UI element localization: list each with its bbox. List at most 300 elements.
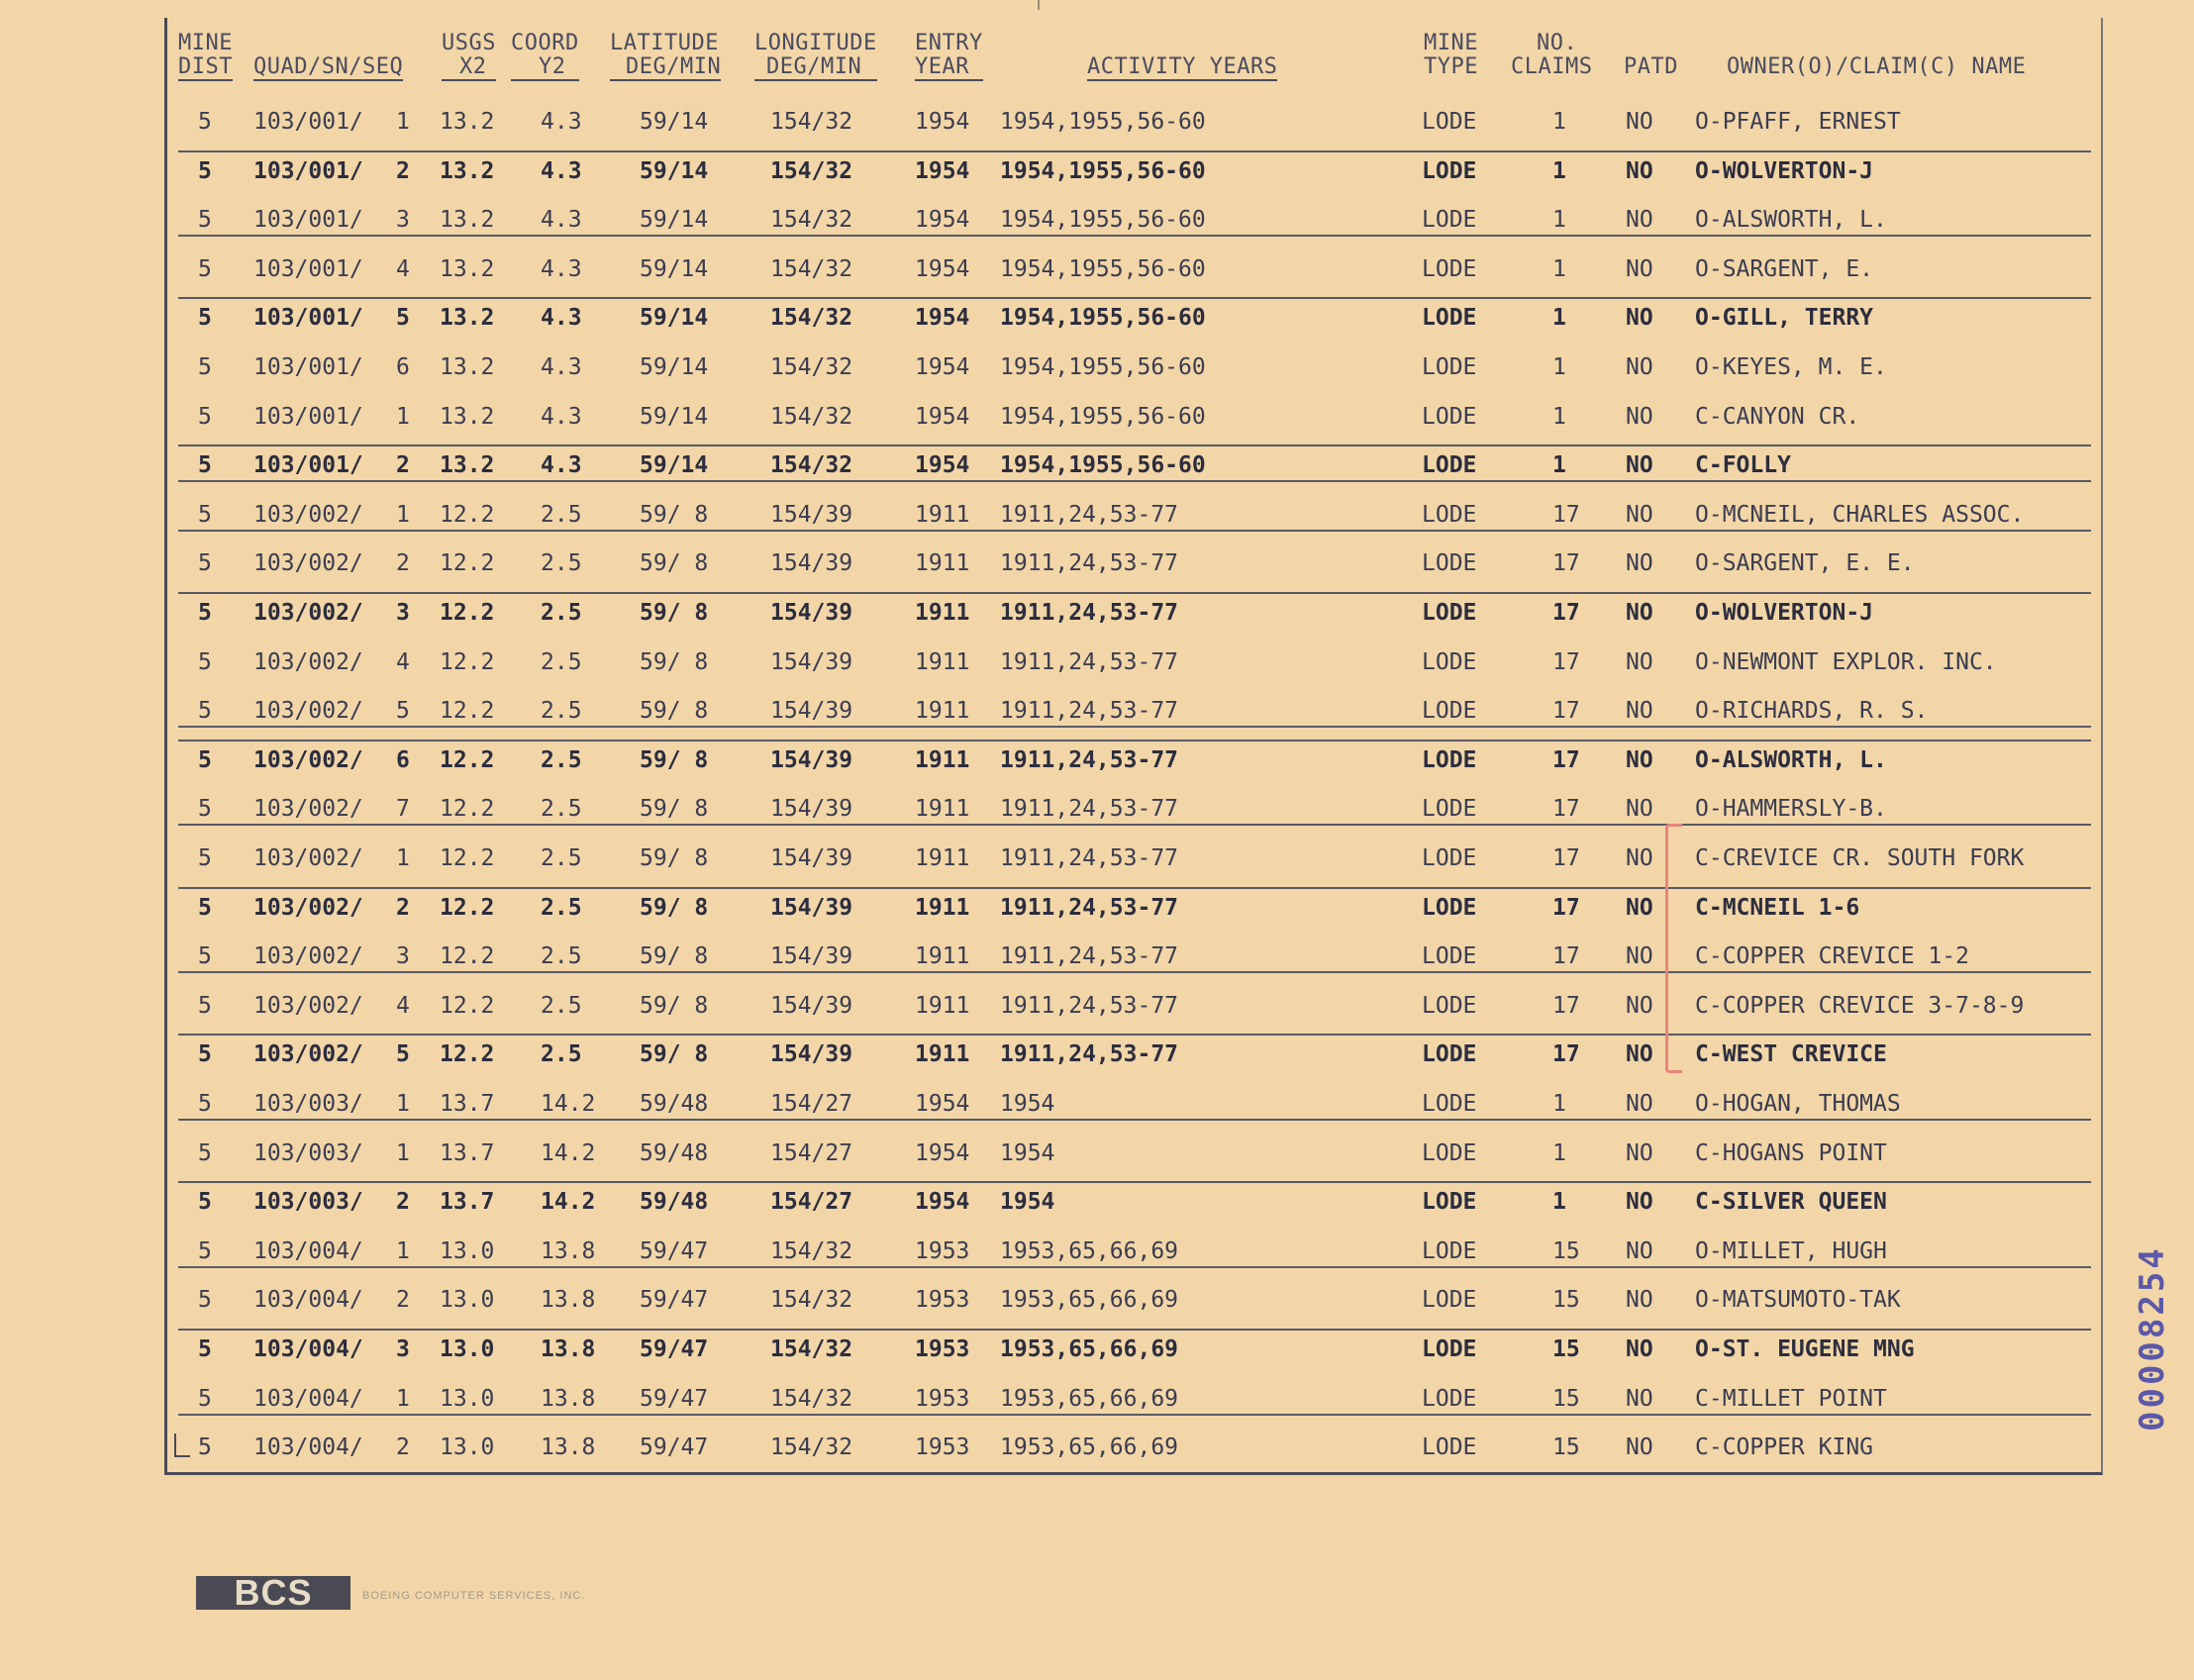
cell-patd: NO [1626,648,1653,675]
row-rule [178,1034,2091,1036]
cell-type: LODE [1422,992,1477,1019]
cell-patd: NO [1626,796,1653,823]
cell-claims: 1 [1552,305,1566,332]
header-mine-type: MINE TYPE [1424,31,1478,79]
cell-name: O-ST. EUGENE MNG [1695,1336,1915,1362]
cell-quad: 103/002/ [253,992,363,1019]
cell-lon: 154/39 [770,943,853,970]
cell-seq: 2 [396,1287,410,1314]
cell-lat: 59/ 8 [640,894,709,921]
cell-activity: 1911,24,53-77 [1000,746,1179,773]
table-row [0,1131,2194,1179]
table-row [0,1081,2194,1130]
cell-x2: 12.2 [440,845,495,871]
cell-x2: 13.7 [440,1139,495,1166]
cell-lat: 59/14 [640,403,709,430]
cell-claims: 15 [1552,1237,1580,1264]
cell-x2: 12.2 [440,943,495,970]
cell-x2: 13.2 [440,403,495,430]
cell-seq: 3 [396,600,410,626]
table-row [0,836,2194,884]
cell-seq: 2 [396,894,410,921]
cell-claims: 17 [1552,698,1580,725]
cell-type: LODE [1422,1336,1477,1362]
cell-x2: 13.0 [440,1434,495,1461]
cell-entry: 1911 [915,992,970,1019]
cell-lon: 154/39 [770,894,853,921]
cell-quad: 103/001/ [253,255,363,282]
cell-x2: 13.2 [440,207,495,234]
cell-dist: 5 [198,1287,212,1314]
cell-quad: 103/002/ [253,894,363,921]
cell-quad: 103/002/ [253,501,363,528]
cell-activity: 1953,65,66,69 [1000,1336,1179,1362]
table-row [0,148,2194,197]
cell-name: O-PFAFF, ERNEST [1695,109,1901,135]
cell-dist: 5 [198,1237,212,1264]
cell-x2: 12.2 [440,550,495,577]
cell-claims: 17 [1552,894,1580,921]
cell-entry: 1954 [915,255,970,282]
cell-x2: 13.2 [440,109,495,135]
cell-seq: 5 [396,1041,410,1068]
cell-lat: 59/ 8 [640,600,709,626]
cell-quad: 103/002/ [253,1041,363,1068]
cell-quad: 103/002/ [253,600,363,626]
cell-entry: 1911 [915,796,970,823]
paper-mark [1038,0,1040,10]
cell-patd: NO [1626,1385,1653,1412]
cell-lon: 154/39 [770,600,853,626]
header-usgs: USGS X2 [442,31,496,79]
cell-x2: 13.0 [440,1385,495,1412]
row-underline [178,726,2091,728]
cell-dist: 5 [198,452,212,479]
cell-patd: NO [1626,157,1653,184]
cell-seq: 1 [396,403,410,430]
cell-type: LODE [1422,845,1477,871]
cell-seq: 2 [396,1189,410,1216]
cell-name: O-HAMMERSLY-B. [1695,796,1887,823]
table-row [0,247,2194,295]
cell-entry: 1954 [915,1091,970,1117]
cell-lat: 59/47 [640,1287,709,1314]
cell-type: LODE [1422,157,1477,184]
row-rule [178,1329,2091,1331]
row-underline [178,480,2091,482]
cell-seq: 3 [396,1336,410,1362]
row-rule [178,150,2091,152]
cell-type: LODE [1422,305,1477,332]
cell-claims: 15 [1552,1385,1580,1412]
cell-type: LODE [1422,1189,1477,1216]
cell-lon: 154/32 [770,255,853,282]
cell-lon: 154/32 [770,1434,853,1461]
cell-name: C-WEST CREVICE [1695,1041,1887,1068]
cell-patd: NO [1626,746,1653,773]
cell-x2: 13.2 [440,305,495,332]
cell-lon: 154/39 [770,501,853,528]
cell-type: LODE [1422,1091,1477,1117]
row-underline [178,530,2091,532]
cell-seq: 6 [396,354,410,380]
cell-type: LODE [1422,600,1477,626]
cell-quad: 103/002/ [253,550,363,577]
cell-name: O-WOLVERTON-J [1695,600,1874,626]
cell-activity: 1911,24,53-77 [1000,1041,1179,1068]
cell-quad: 103/004/ [253,1336,363,1362]
cell-lat: 59/47 [640,1385,709,1412]
cell-claims: 15 [1552,1434,1580,1461]
header-quad: QUAD/SN/SEQ [253,54,404,79]
cell-seq: 2 [396,1434,410,1461]
cell-patd: NO [1626,207,1653,234]
cell-quad: 103/002/ [253,845,363,871]
cell-claims: 1 [1552,403,1566,430]
cell-seq: 1 [396,845,410,871]
cell-lat: 59/14 [640,452,709,479]
cell-seq: 1 [396,1139,410,1166]
cell-type: LODE [1422,894,1477,921]
cell-patd: NO [1626,403,1653,430]
cell-lat: 59/14 [640,109,709,135]
corner-mark [174,1433,190,1457]
cell-y2: 14.2 [541,1091,596,1117]
cell-activity: 1954,1955,56-60 [1000,305,1206,332]
cell-lon: 154/32 [770,207,853,234]
cell-y2: 2.5 [541,550,582,577]
cell-seq: 4 [396,648,410,675]
cell-seq: 5 [396,305,410,332]
cell-quad: 103/002/ [253,648,363,675]
cell-patd: NO [1626,1287,1653,1314]
cell-quad: 103/004/ [253,1287,363,1314]
cell-entry: 1954 [915,109,970,135]
cell-name: C-FOLLY [1695,452,1791,479]
cell-name: C-COPPER CREVICE 1-2 [1695,943,1969,970]
cell-name: O-HOGAN, THOMAS [1695,1091,1901,1117]
cell-lon: 154/32 [770,403,853,430]
cell-y2: 14.2 [541,1139,596,1166]
row-underline [178,235,2091,237]
cell-dist: 5 [198,746,212,773]
cell-lat: 59/48 [640,1139,709,1166]
cell-patd: NO [1626,305,1653,332]
cell-x2: 13.2 [440,157,495,184]
cell-entry: 1911 [915,550,970,577]
table-row [0,983,2194,1032]
cell-name: C-HOGANS POINT [1695,1139,1887,1166]
cell-entry: 1953 [915,1385,970,1412]
cell-name: O-NEWMONT EXPLOR. INC. [1695,648,1997,675]
cell-type: LODE [1422,1237,1477,1264]
cell-dist: 5 [198,354,212,380]
cell-activity: 1954,1955,56-60 [1000,354,1206,380]
cell-quad: 103/003/ [253,1139,363,1166]
row-rule [178,592,2091,594]
cell-lon: 154/32 [770,305,853,332]
cell-patd: NO [1626,894,1653,921]
cell-y2: 4.3 [541,452,582,479]
cell-name: O-ALSWORTH, L. [1695,207,1887,234]
cell-activity: 1911,24,53-77 [1000,845,1179,871]
table-row [0,590,2194,639]
cell-activity: 1954 [1000,1091,1055,1117]
cell-name: C-CREVICE CR. SOUTH FORK [1695,845,2025,871]
cell-type: LODE [1422,698,1477,725]
cell-dist: 5 [198,1336,212,1362]
row-rule [178,297,2091,299]
cell-name: O-RICHARDS, R. S. [1695,698,1929,725]
cell-y2: 2.5 [541,796,582,823]
cell-patd: NO [1626,1336,1653,1362]
cell-name: C-MILLET POINT [1695,1385,1887,1412]
table-row [0,197,2194,246]
cell-lon: 154/32 [770,157,853,184]
cell-seq: 7 [396,796,410,823]
cell-patd: NO [1626,992,1653,1019]
cell-y2: 2.5 [541,845,582,871]
row-rule [178,887,2091,889]
cell-y2: 2.5 [541,1041,582,1068]
cell-type: LODE [1422,943,1477,970]
table-row [0,295,2194,344]
table-row [0,394,2194,443]
cell-quad: 103/001/ [253,354,363,380]
cell-claims: 1 [1552,452,1566,479]
cell-type: LODE [1422,255,1477,282]
cell-dist: 5 [198,1434,212,1461]
cell-dist: 5 [198,648,212,675]
header-mine-dist: MINE DIST [178,31,233,79]
cell-patd: NO [1626,452,1653,479]
cell-name: O-MATSUMOTO-TAK [1695,1287,1901,1314]
cell-dist: 5 [198,1041,212,1068]
cell-patd: NO [1626,1189,1653,1216]
cell-dist: 5 [198,796,212,823]
table-row [0,1277,2194,1326]
cell-activity: 1911,24,53-77 [1000,600,1179,626]
cell-quad: 103/003/ [253,1189,363,1216]
cell-activity: 1911,24,53-77 [1000,501,1179,528]
cell-name: C-COPPER CREVICE 3-7-8-9 [1695,992,2025,1019]
cell-entry: 1911 [915,698,970,725]
cell-type: LODE [1422,1385,1477,1412]
header-owner-claim-name: OWNER(O)/CLAIM(C) NAME [1727,54,2027,79]
cell-lat: 59/48 [640,1189,709,1216]
cell-lat: 59/47 [640,1237,709,1264]
cell-type: LODE [1422,1041,1477,1068]
cell-claims: 1 [1552,109,1566,135]
cell-patd: NO [1626,1434,1653,1461]
cell-seq: 3 [396,207,410,234]
cell-entry: 1911 [915,1041,970,1068]
cell-dist: 5 [198,698,212,725]
table-row [0,1376,2194,1425]
cell-entry: 1954 [915,354,970,380]
cell-patd: NO [1626,1237,1653,1264]
cell-lat: 59/ 8 [640,1041,709,1068]
table-row [0,885,2194,934]
row-underline [178,1414,2091,1416]
cell-dist: 5 [198,305,212,332]
cell-type: LODE [1422,796,1477,823]
cell-x2: 12.2 [440,698,495,725]
cell-name: C-SILVER QUEEN [1695,1189,1887,1216]
cell-y2: 2.5 [541,698,582,725]
cell-x2: 12.2 [440,1041,495,1068]
cell-type: LODE [1422,1434,1477,1461]
cell-lon: 154/27 [770,1139,853,1166]
cell-entry: 1954 [915,157,970,184]
cell-lat: 59/ 8 [640,501,709,528]
cell-lat: 59/47 [640,1434,709,1461]
cell-type: LODE [1422,1287,1477,1314]
cell-activity: 1911,24,53-77 [1000,550,1179,577]
cell-lon: 154/32 [770,354,853,380]
cell-quad: 103/002/ [253,698,363,725]
cell-activity: 1954 [1000,1189,1055,1216]
cell-lon: 154/39 [770,746,853,773]
cell-activity: 1911,24,53-77 [1000,992,1179,1019]
cell-lat: 59/ 8 [640,648,709,675]
cell-type: LODE [1422,648,1477,675]
cell-entry: 1953 [915,1434,970,1461]
table-row [0,1229,2194,1277]
cell-lon: 154/32 [770,1336,853,1362]
cell-activity: 1911,24,53-77 [1000,648,1179,675]
cell-quad: 103/004/ [253,1385,363,1412]
cell-claims: 17 [1552,501,1580,528]
cell-type: LODE [1422,403,1477,430]
cell-lat: 59/ 8 [640,992,709,1019]
cell-name: C-MCNEIL 1-6 [1695,894,1860,921]
cell-seq: 1 [396,1237,410,1264]
cell-y2: 4.3 [541,403,582,430]
table-row [0,640,2194,688]
cell-lat: 59/ 8 [640,943,709,970]
row-rule [178,740,2091,741]
cell-patd: NO [1626,1041,1653,1068]
cell-lat: 59/48 [640,1091,709,1117]
cell-x2: 13.2 [440,354,495,380]
cell-lon: 154/39 [770,1041,853,1068]
cell-patd: NO [1626,845,1653,871]
cell-claims: 17 [1552,648,1580,675]
cell-activity: 1911,24,53-77 [1000,894,1179,921]
cell-dist: 5 [198,894,212,921]
cell-y2: 13.8 [541,1434,596,1461]
table-row [0,541,2194,589]
cell-entry: 1911 [915,943,970,970]
cell-lon: 154/39 [770,698,853,725]
cell-name: O-KEYES, M. E. [1695,354,1887,380]
cell-claims: 1 [1552,255,1566,282]
cell-x2: 12.2 [440,600,495,626]
cell-seq: 5 [396,698,410,725]
cell-dist: 5 [198,1139,212,1166]
cell-patd: NO [1626,109,1653,135]
table-row [0,492,2194,541]
cell-name: C-CANYON CR. [1695,403,1860,430]
cell-name: O-MCNEIL, CHARLES ASSOC. [1695,501,2025,528]
cell-claims: 17 [1552,992,1580,1019]
cell-entry: 1911 [915,648,970,675]
cell-lon: 154/39 [770,845,853,871]
cell-dist: 5 [198,157,212,184]
cell-y2: 2.5 [541,648,582,675]
cell-quad: 103/004/ [253,1434,363,1461]
cell-seq: 1 [396,1385,410,1412]
cell-lon: 154/27 [770,1189,853,1216]
cell-x2: 13.0 [440,1336,495,1362]
cell-lon: 154/32 [770,1385,853,1412]
cell-patd: NO [1626,1139,1653,1166]
cell-type: LODE [1422,207,1477,234]
cell-dist: 5 [198,600,212,626]
cell-entry: 1911 [915,894,970,921]
cell-seq: 1 [396,109,410,135]
cell-y2: 13.8 [541,1237,596,1264]
cell-patd: NO [1626,1091,1653,1117]
row-underline [178,1266,2091,1268]
cell-claims: 17 [1552,845,1580,871]
cell-quad: 103/002/ [253,796,363,823]
cell-claims: 15 [1552,1336,1580,1362]
cell-seq: 2 [396,452,410,479]
cell-quad: 103/004/ [253,1237,363,1264]
cell-activity: 1911,24,53-77 [1000,796,1179,823]
header-entry-year: ENTRY YEAR [915,31,983,79]
cell-quad: 103/002/ [253,746,363,773]
table-row [0,1032,2194,1080]
cell-activity: 1953,65,66,69 [1000,1434,1179,1461]
cell-name: O-SARGENT, E. E. [1695,550,1915,577]
cell-entry: 1954 [915,403,970,430]
company-name: BOEING COMPUTER SERVICES, INC. [362,1590,586,1602]
cell-activity: 1911,24,53-77 [1000,943,1179,970]
cell-claims: 1 [1552,354,1566,380]
cell-lat: 59/14 [640,207,709,234]
cell-lat: 59/ 8 [640,845,709,871]
cell-claims: 17 [1552,1041,1580,1068]
header-latitude: LATITUDE DEG/MIN [610,31,722,79]
cell-dist: 5 [198,403,212,430]
document-number-stamp: 00008254 [2133,1245,2172,1432]
cell-dist: 5 [198,109,212,135]
header-claims: NO. CLAIMS [1511,31,1593,79]
cell-activity: 1954 [1000,1139,1055,1166]
cell-x2: 13.7 [440,1189,495,1216]
cell-dist: 5 [198,255,212,282]
cell-type: LODE [1422,109,1477,135]
cell-name: O-GILL, TERRY [1695,305,1874,332]
cell-entry: 1954 [915,207,970,234]
cell-entry: 1953 [915,1336,970,1362]
cell-type: LODE [1422,746,1477,773]
table-row [0,934,2194,982]
cell-x2: 12.2 [440,501,495,528]
cell-quad: 103/001/ [253,157,363,184]
row-underline [178,1119,2091,1121]
cell-y2: 4.3 [541,305,582,332]
table-row [0,1327,2194,1375]
cell-lon: 154/39 [770,648,853,675]
cell-patd: NO [1626,698,1653,725]
cell-claims: 15 [1552,1287,1580,1314]
cell-activity: 1911,24,53-77 [1000,698,1179,725]
cell-dist: 5 [198,207,212,234]
